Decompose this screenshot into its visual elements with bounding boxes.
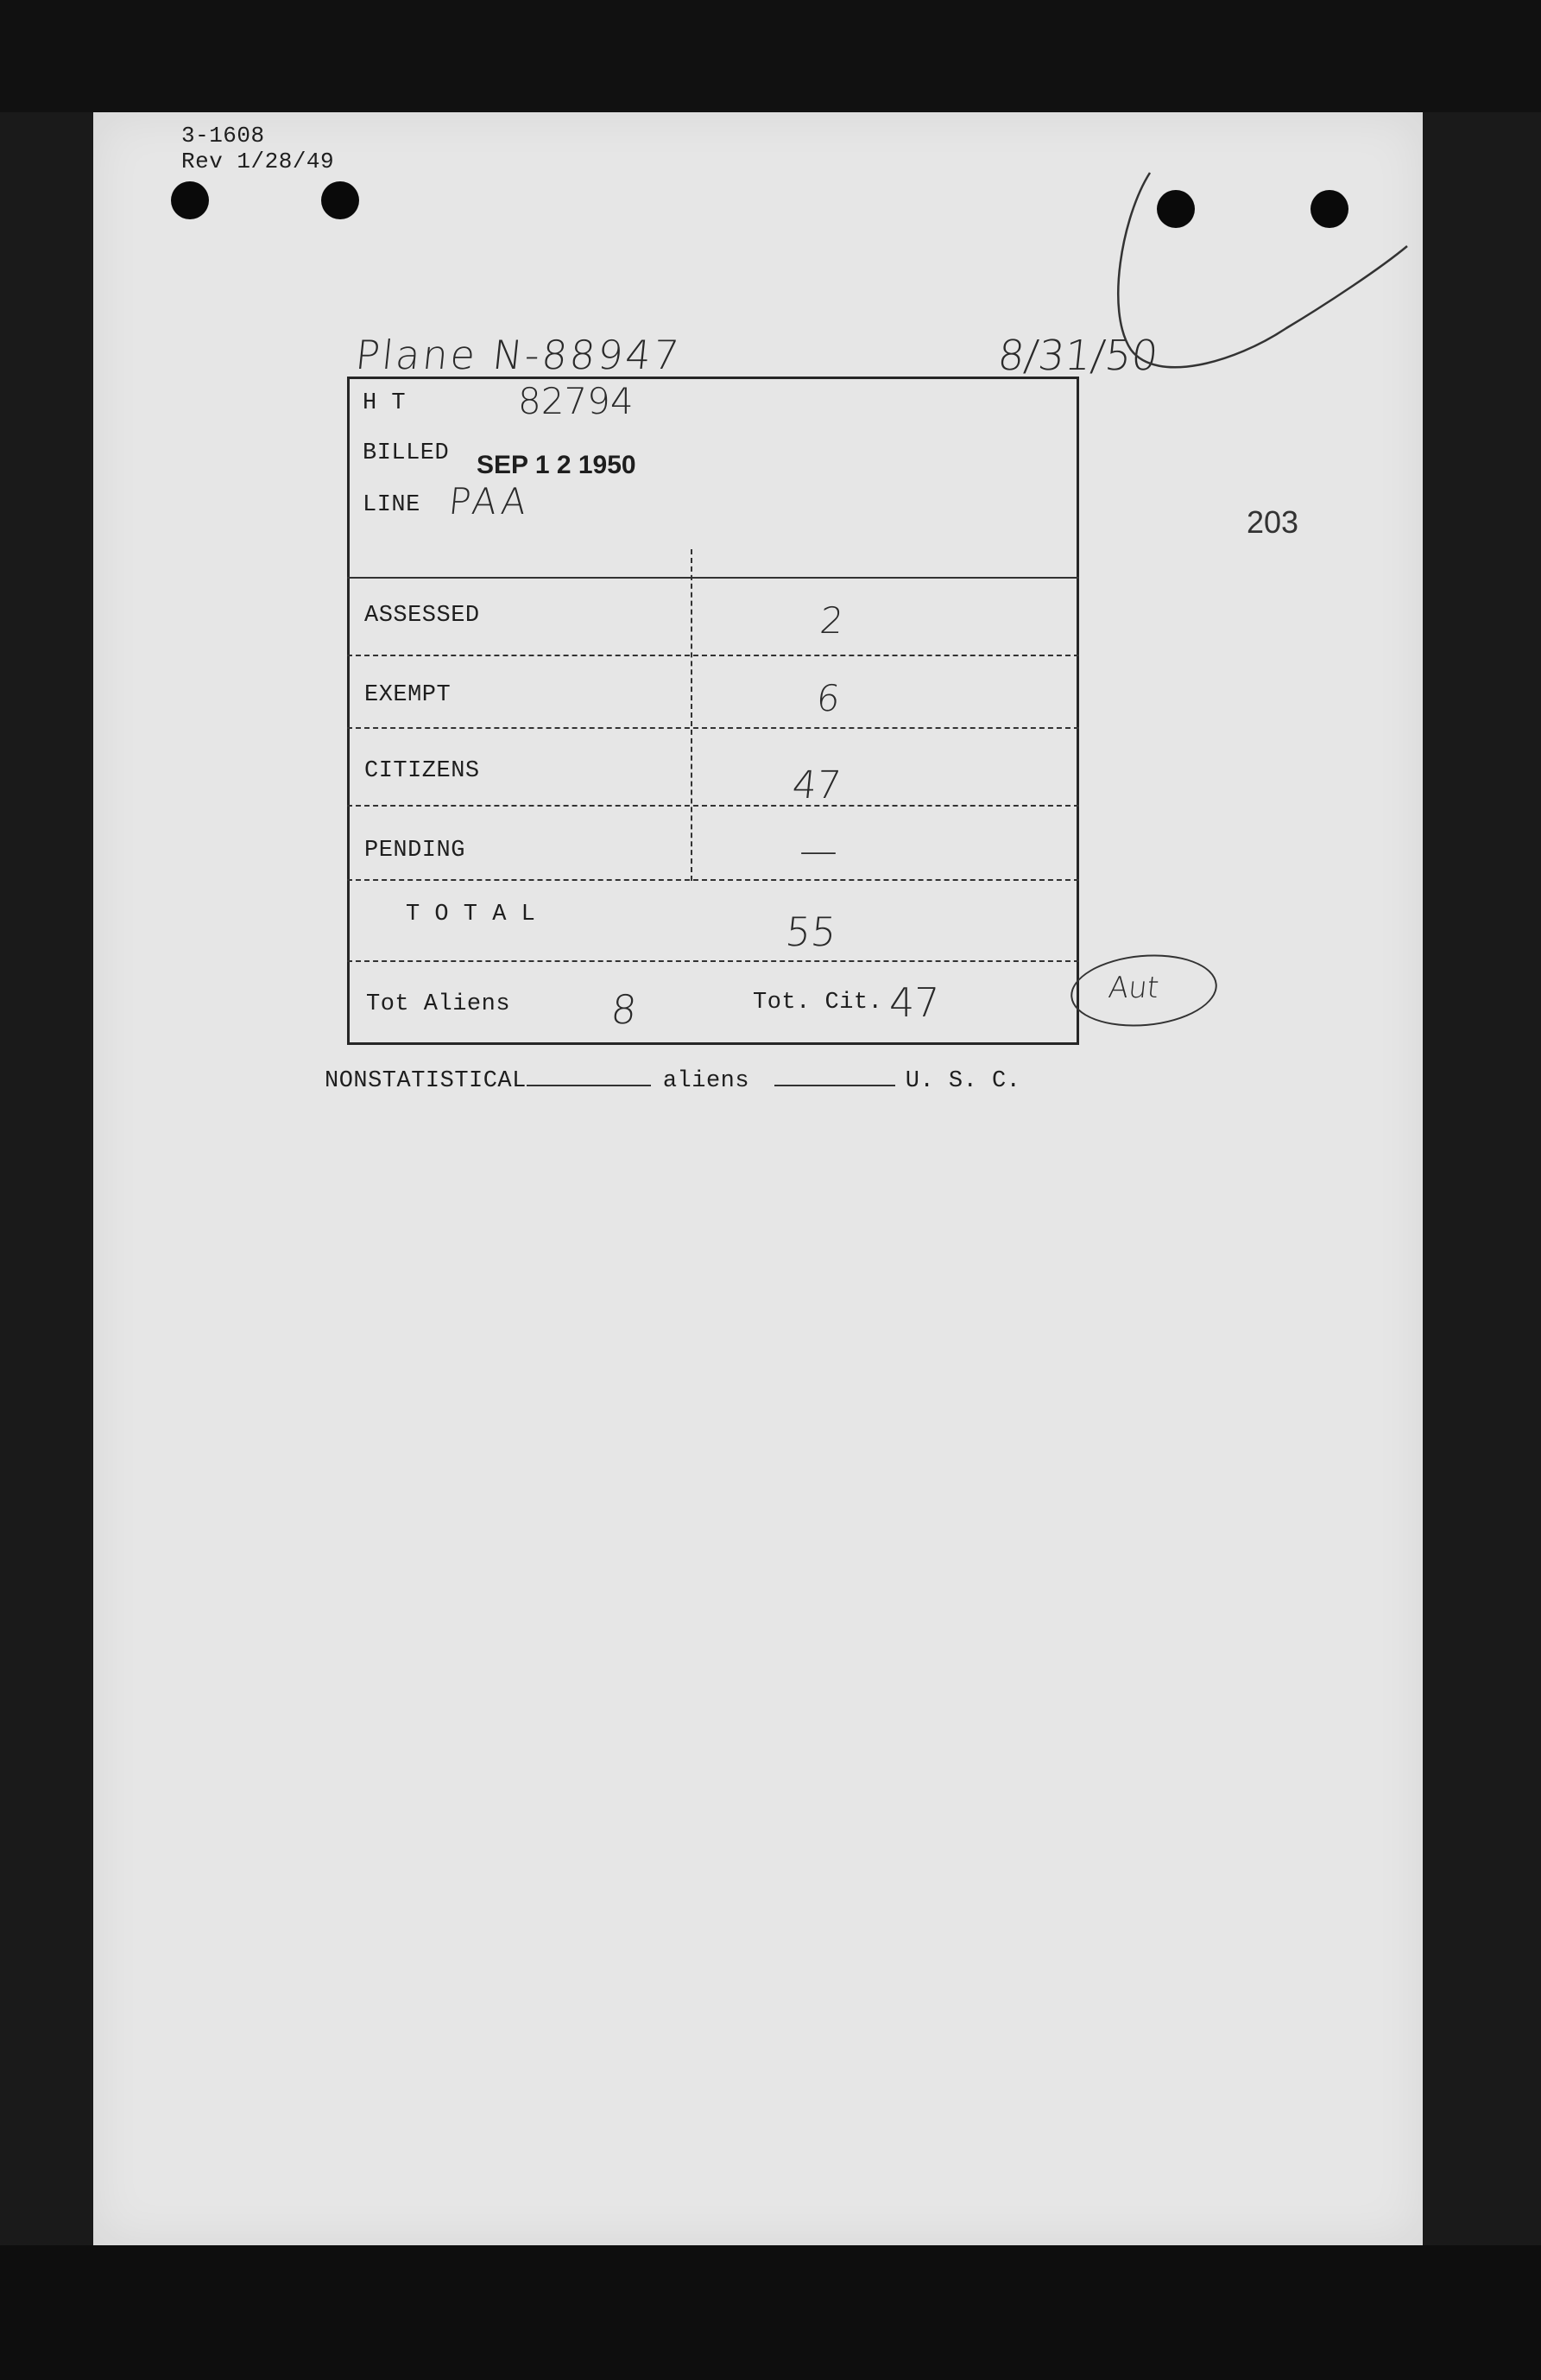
row-divider-1 <box>347 655 1079 656</box>
row-value-exempt: 6 <box>814 677 843 719</box>
scan-border-bottom <box>0 2245 1541 2380</box>
total-aliens-value: 8 <box>609 986 640 1033</box>
row-label-assessed: ASSESSED <box>364 603 480 629</box>
aliens-word: aliens <box>662 1068 750 1094</box>
column-divider <box>691 549 692 881</box>
row-label-exempt: EXEMPT <box>364 682 452 708</box>
nonstatistical-label: NONSTATISTICAL <box>325 1068 527 1094</box>
total-aliens-label: Tot Aliens <box>366 991 511 1017</box>
punch-hole-left-1 <box>171 181 209 219</box>
header-divider <box>347 577 1079 579</box>
form-revision: Rev 1/28/49 <box>181 149 335 174</box>
nonstatistical-blank <box>527 1067 651 1086</box>
aliens-blank <box>774 1067 895 1086</box>
ht-value: 82794 <box>518 380 634 422</box>
row-value-assessed: 2 <box>818 599 846 642</box>
total-label: T O T A L <box>406 902 536 927</box>
row-divider-5 <box>347 960 1079 962</box>
date-handwritten: 8/31/50 <box>995 332 1160 380</box>
row-divider-3 <box>347 805 1079 807</box>
row-label-citizens: CITIZENS <box>364 758 480 784</box>
line-value: PAA <box>446 480 532 522</box>
tally-form <box>347 377 1079 1045</box>
line-label: LINE <box>363 492 420 518</box>
row-value-citizens: 47 <box>790 763 843 807</box>
row-label-pending: PENDING <box>364 838 465 864</box>
billed-date-stamp: SEP 1 2 1950 <box>477 451 636 479</box>
plane-label: Plane N-88947 <box>353 332 684 378</box>
page-number: 203 <box>1247 504 1299 540</box>
initials: Aut <box>1106 971 1161 1005</box>
form-number: 3-1608 <box>181 123 265 149</box>
total-citizens-value: 47 <box>889 979 940 1026</box>
billed-label: BILLED <box>363 440 450 466</box>
row-divider-4 <box>347 879 1079 881</box>
pen-stroke-mark <box>1096 164 1424 389</box>
row-value-pending: — <box>799 829 837 873</box>
total-value: 55 <box>783 908 839 955</box>
scan-border-top <box>0 0 1541 112</box>
punch-hole-left-2 <box>321 181 359 219</box>
total-citizens-label: Tot. Cit. <box>753 990 883 1016</box>
usc-label: U. S. C. <box>905 1068 1021 1094</box>
ht-label: H T <box>363 390 407 416</box>
nonstatistical-line <box>325 1067 1020 1094</box>
row-divider-2 <box>347 727 1079 729</box>
